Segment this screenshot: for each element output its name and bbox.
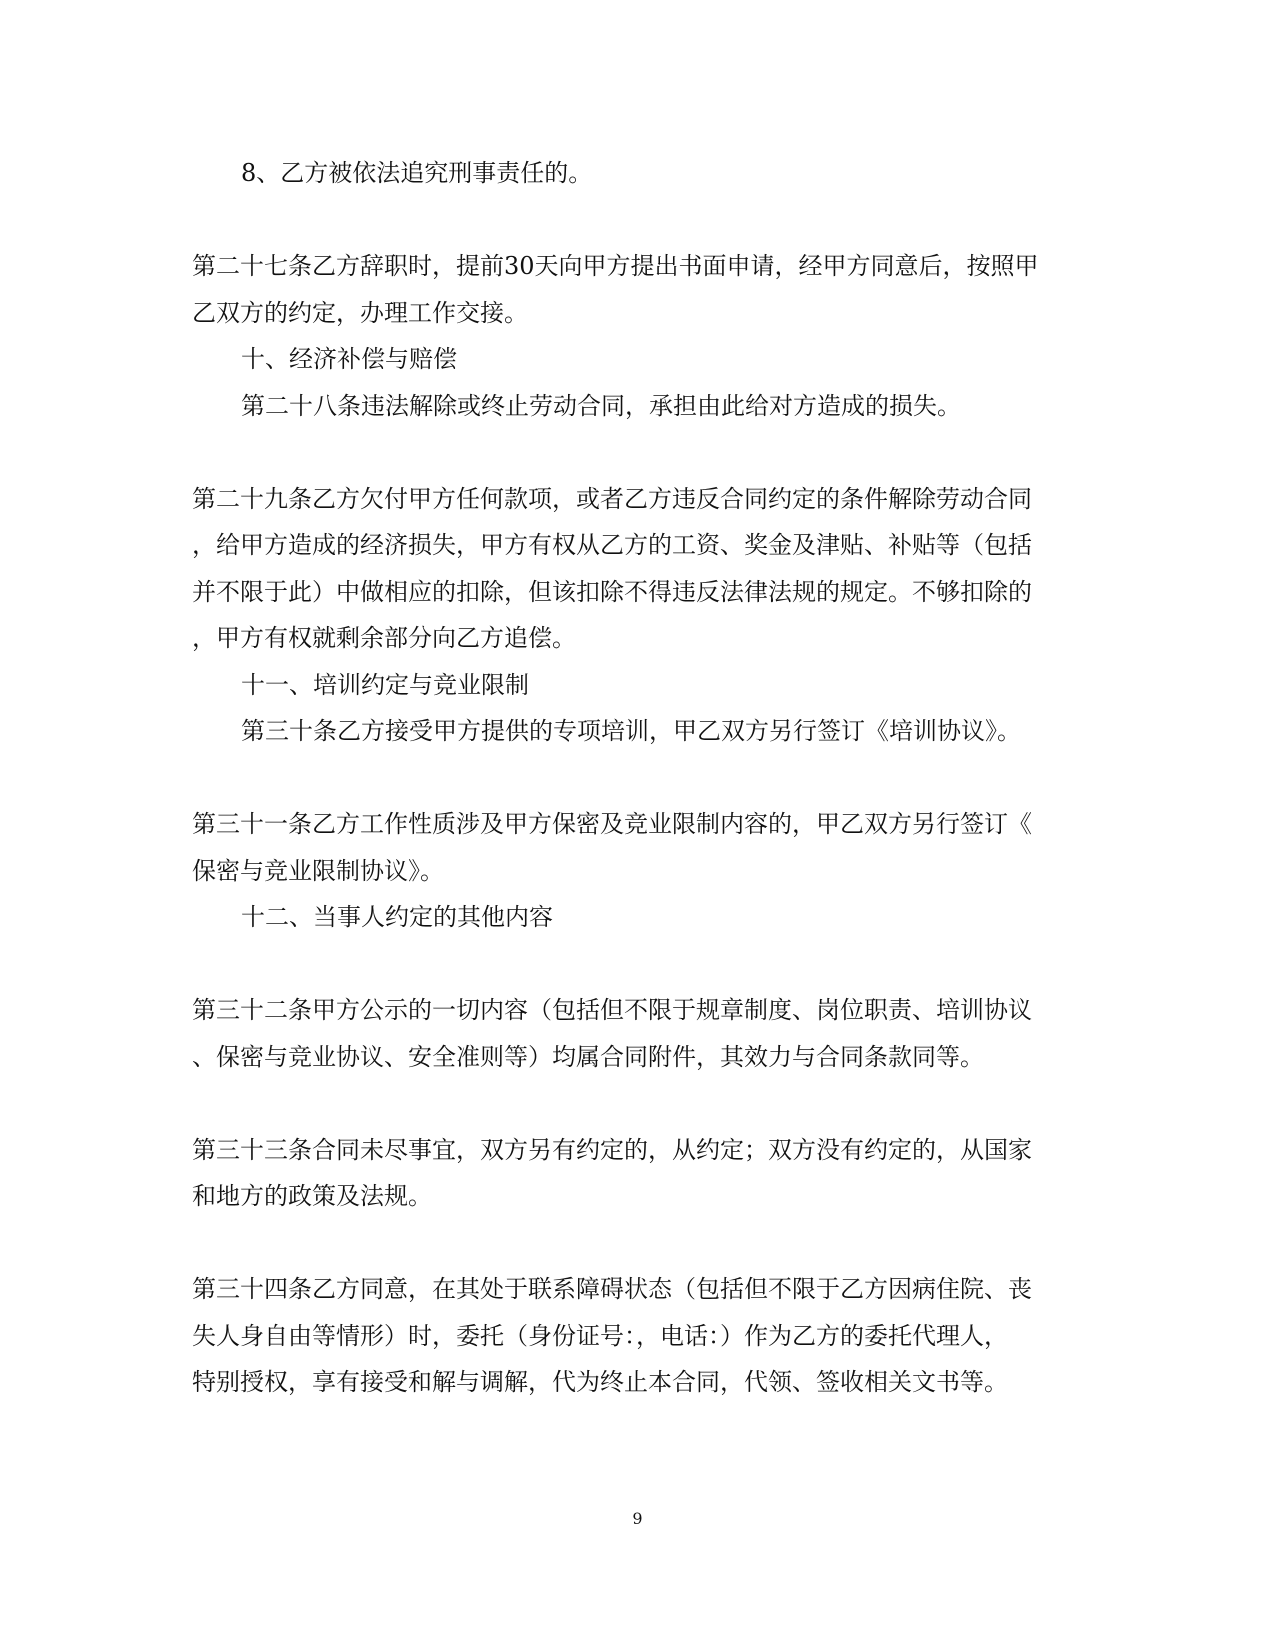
article-27-line-1: 第二十七条乙方辞职时，提前30天向甲方提出书面申请，经甲方同意后，按照甲 <box>192 252 1039 280</box>
article-27-line-2: 乙双方的约定，办理工作交接。 <box>192 299 528 327</box>
section-heading-11: 十一、培训约定与竞业限制 <box>241 671 529 699</box>
article-31-line-2: 保密与竞业限制协议》。 <box>192 857 444 885</box>
section-heading-10: 十、经济补偿与赔偿 <box>241 345 457 373</box>
paragraph-item-8: 8、乙方被依法追究刑事责任的。 <box>241 159 593 187</box>
section-heading-12: 十二、当事人约定的其他内容 <box>241 903 553 931</box>
article-34-line-2: 失人身自由等情形）时，委托（身份证号：，电话：）作为乙方的委托代理人， <box>192 1322 1008 1350</box>
article-30: 第三十条乙方接受甲方提供的专项培训，甲乙双方另行签订《培训协议》。 <box>241 717 1021 745</box>
article-29-line-3: 并不限于此）中做相应的扣除，但该扣除不得违反法律法规的规定。不够扣除的 <box>192 578 1032 606</box>
article-29-line-1: 第二十九条乙方欠付甲方任何款项，或者乙方违反合同约定的条件解除劳动合同 <box>192 485 1032 513</box>
article-28: 第二十八条违法解除或终止劳动合同，承担由此给对方造成的损失。 <box>241 392 961 420</box>
article-29-line-4: ，甲方有权就剩余部分向乙方追偿。 <box>192 624 576 652</box>
article-34-line-1: 第三十四条乙方同意，在其处于联系障碍状态（包括但不限于乙方因病住院、丧 <box>192 1275 1032 1303</box>
page-number: 9 <box>632 1509 643 1528</box>
article-31-line-1: 第三十一条乙方工作性质涉及甲方保密及竞业限制内容的，甲乙双方另行签订《 <box>192 810 1032 838</box>
article-32-line-2: 、保密与竞业协议、安全准则等）均属合同附件，其效力与合同条款同等。 <box>192 1043 984 1071</box>
article-34-line-3: 特别授权，享有接受和解与调解，代为终止本合同，代领、签收相关文书等。 <box>192 1368 1008 1396</box>
article-32-line-1: 第三十二条甲方公示的一切内容（包括但不限于规章制度、岗位职责、培训协议 <box>192 996 1032 1024</box>
article-33-line-2: 和地方的政策及法规。 <box>192 1182 432 1210</box>
article-33-line-1: 第三十三条合同未尽事宜，双方另有约定的，从约定；双方没有约定的，从国家 <box>192 1136 1032 1164</box>
article-29-line-2: ，给甲方造成的经济损失，甲方有权从乙方的工资、奖金及津贴、补贴等（包括 <box>192 531 1032 559</box>
